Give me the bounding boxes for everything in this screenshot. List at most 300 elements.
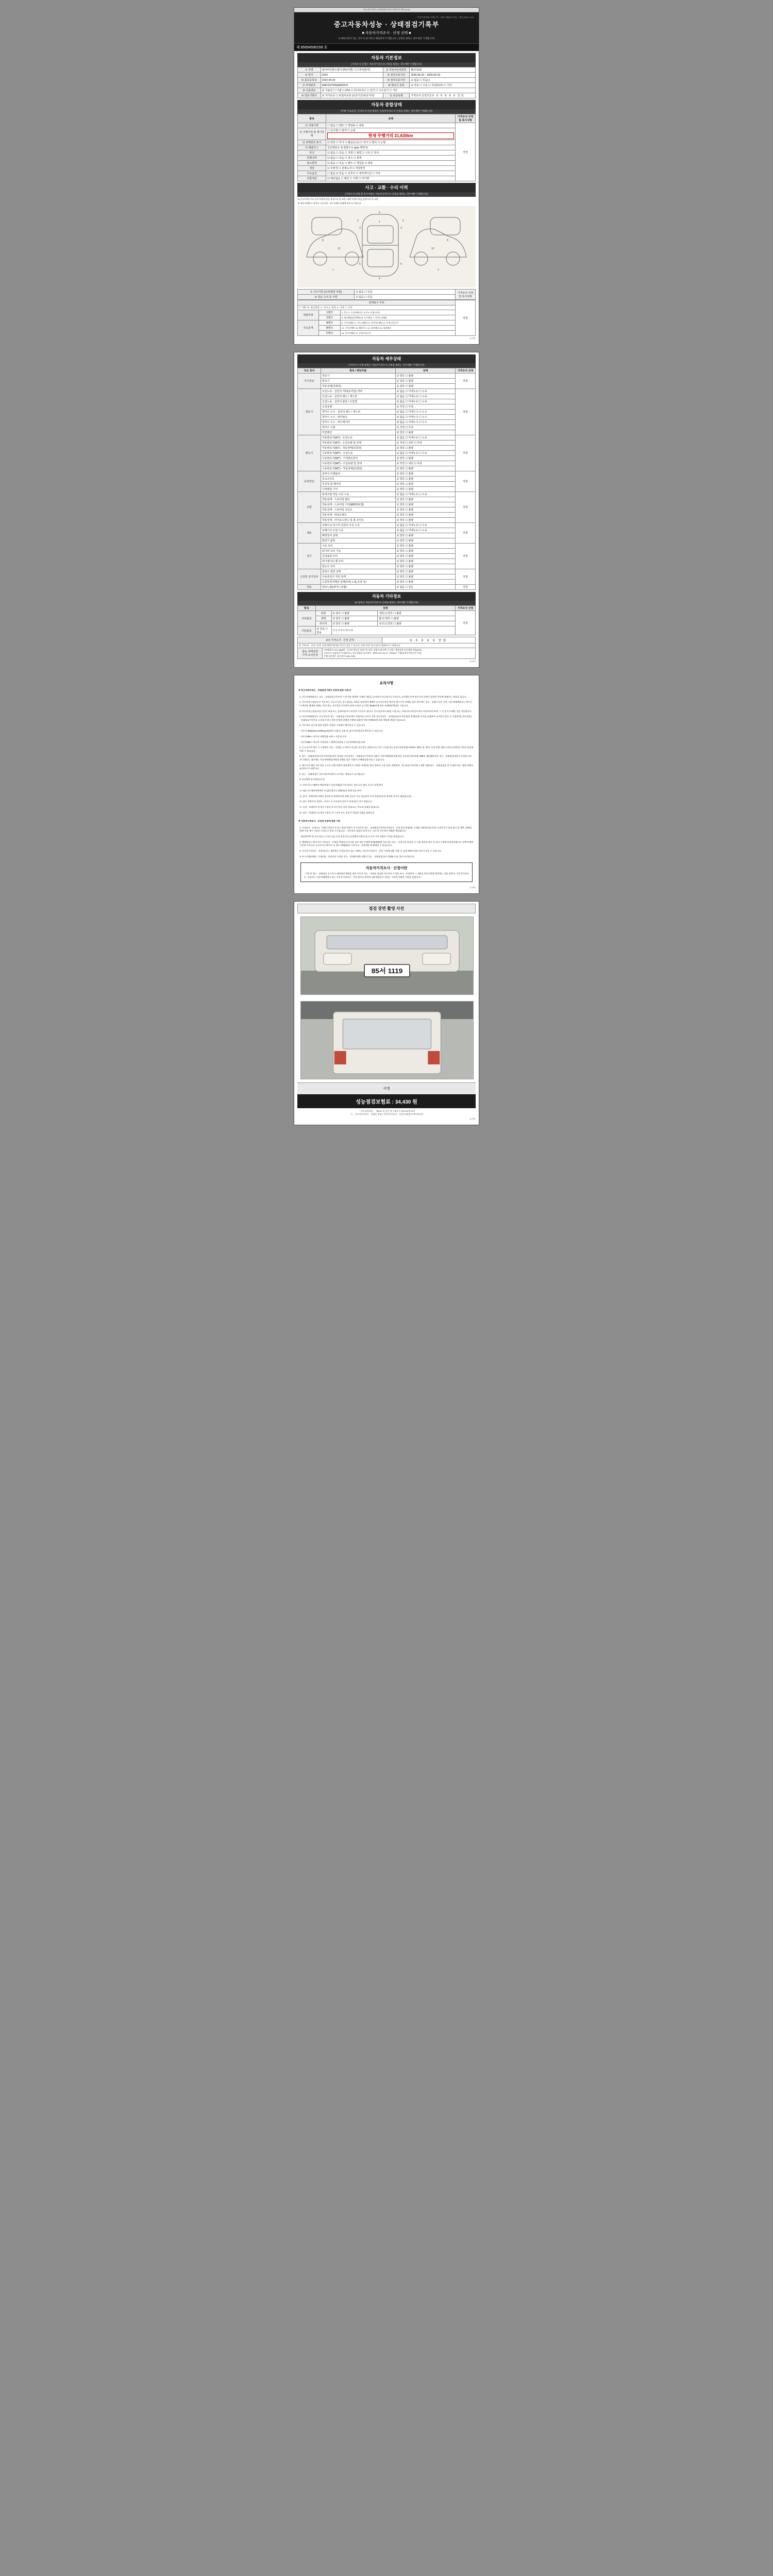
notice-sub-1: ※ 중고자동차성능 · 상태점검기록부 보증에 관한 사항 등 bbox=[298, 689, 351, 691]
group-note: 적정 bbox=[456, 471, 476, 492]
photo-rear bbox=[300, 1001, 474, 1079]
svg-text:7: 7 bbox=[438, 269, 439, 272]
col-head-state: 상태 bbox=[326, 114, 456, 123]
row-label: 특별이력 bbox=[298, 156, 326, 161]
table-row bbox=[298, 389, 476, 394]
item-state: ☑ 양호 ☐ 불량 bbox=[395, 379, 455, 384]
row-value-2 bbox=[410, 93, 476, 98]
table-row bbox=[298, 559, 476, 564]
item-state: ☑ 양호 ☐ 불량 bbox=[395, 430, 455, 435]
row-state: ☑ 없음 ☐ 있음 ☐ 렌트 ☐ 영업용 ☐ 관용 bbox=[326, 161, 456, 166]
item-label: 연료누출(LP가스포함) bbox=[321, 585, 395, 590]
item-state: ☑ 양호 ☐ 불량 bbox=[395, 538, 455, 544]
row-value: ☑ 가솔린 ☐ 디젤 ☐ LPG ☐ 하이브리드 ☐ 전기 ☐ 수소전기 ☐ 기타 bbox=[321, 88, 475, 93]
item-state: ☑ 없음 ☐ 있음 bbox=[395, 585, 455, 590]
item-state: ☑ 양호 ☐ 불량 bbox=[395, 569, 455, 574]
item-state: ☑ 양호 ☐ 불량 bbox=[395, 513, 455, 518]
item-state: ☑ 없음 ☐ 미세누유 ☐ 누유 bbox=[395, 389, 455, 394]
item-label: 냉각수 누수 - 라디에이터 bbox=[321, 420, 395, 425]
row-state: ☑ 없음 ☐ 있음 ☐ 적법 ☐ 불법 ☐ 구조 ☐ 장치 bbox=[326, 150, 456, 156]
row-label: ① 사고이력 (교차/광판 포함) bbox=[298, 290, 355, 295]
svg-text:3: 3 bbox=[359, 227, 361, 230]
photo-rear-wrapper bbox=[297, 998, 476, 1082]
table-row bbox=[298, 404, 476, 410]
group-note: 적정 bbox=[456, 492, 476, 523]
table-row bbox=[298, 549, 476, 554]
group-note: 적정 bbox=[456, 523, 476, 544]
sheet-4 bbox=[294, 901, 479, 1125]
row-value: ☑ 자가보증 ☐ 보험사보증 (보증기간/보증거리) bbox=[321, 93, 383, 98]
table-row bbox=[298, 492, 476, 497]
col-head-group: 주요 장치 bbox=[298, 368, 321, 374]
table-row bbox=[298, 585, 476, 590]
row-value-2: ☑ 양호 ☐ 불량 bbox=[384, 622, 401, 625]
group-label: 전기 bbox=[298, 544, 321, 569]
section3-note-1: ※ (사고이력) 주요 골격 부위의 판금·용접수리 및 교환 / 외판 부위의 판금·용접수리 및 교환 bbox=[298, 198, 378, 200]
item-state: ☑ 양호 ☐ 불량 bbox=[395, 471, 455, 477]
item-label: 브레이크 마스터 실린더 오일 누유 bbox=[321, 523, 395, 528]
table-row bbox=[298, 73, 476, 78]
group-note: 적정 bbox=[456, 435, 476, 471]
notice-item: 5. 자동차의 성능에 대한 내용은 아래의 기관에서 확인하실 수 있습니다. bbox=[299, 724, 366, 727]
photo-front bbox=[300, 917, 474, 995]
outer-rank-1: 1랭크 bbox=[319, 310, 340, 315]
table-row bbox=[298, 331, 476, 336]
row-label: 외장 bbox=[315, 611, 331, 616]
fee-banner: 성능점검보험료 : 34,430 원 bbox=[297, 1094, 476, 1108]
notice-item: 2. 자동차성능점검자가 거짓 또는 오류가 있는 성능점검을 내용을 제공하여 매매된 중고자동차를 매수한 매수인이 피해를 입은 경우에는 성능 · 상태가 다른 경우, 자동차매매업자는 매수인이 계약을 해제할 때에는 하자 있는 자동차를 인도받아 관련 수리비 등 민법 제536조에 따라 손해배상책임을 가집니다. bbox=[299, 701, 473, 707]
item-label: 라디에이터 팬 모터 bbox=[321, 559, 395, 564]
notice-item: 다. 부식 : 차량부에 차량의 검사분석 화학반응에 의해 금속이 지속 상실되어 기타 현상(단순히 착색된 부식은 제외합니다) bbox=[299, 794, 411, 798]
definition-box bbox=[300, 862, 473, 882]
group-label: 동력전달 bbox=[298, 471, 321, 492]
table-row bbox=[298, 150, 476, 156]
row-value: 2010 bbox=[321, 73, 383, 78]
table-row bbox=[298, 518, 476, 523]
table-row bbox=[298, 440, 476, 446]
item-state: ☑ 양호 ☐ 불량 bbox=[395, 446, 455, 451]
frame-label: 주요골격 bbox=[298, 320, 319, 336]
item-state: ☑ 양호 ☐ 불량 bbox=[395, 384, 455, 389]
svg-text:5: 5 bbox=[400, 263, 402, 266]
document-header bbox=[294, 12, 479, 43]
section1-title: 자동차 기본정보 bbox=[297, 53, 476, 62]
item-label: 작동상태(공회전) bbox=[321, 384, 395, 389]
price-value: 0 0 0 0 0 만원 bbox=[382, 637, 476, 643]
price-table bbox=[297, 637, 476, 659]
row-state: ☑ 없음 ☐ 있음 ☐ 침수 ☐ 화재 bbox=[326, 156, 456, 161]
item-state: ☑ 없음 ☐ 미세누유 ☐ 누유 bbox=[395, 492, 455, 497]
table-row bbox=[298, 415, 476, 420]
page-subtitle: ■ 자동차가격조사 · 산정 선택 ■ bbox=[362, 31, 411, 35]
row-state: ☐ 없음 ☐ 렌트 ☐ 영업용 ☐ 관용 bbox=[326, 123, 456, 128]
row-state: ☑ 양호 ☐ 불량 bbox=[331, 616, 378, 621]
row-state: ☑ 양호 ☐ 부식 ☐ 훼손(오손) ☐ 상이 ☐ 변조 ☐ 도말 bbox=[326, 140, 456, 145]
table-row bbox=[298, 648, 476, 659]
item-state: ☑ 적정 ☐ 부족 bbox=[395, 425, 455, 430]
document-page bbox=[0, 0, 773, 1153]
item-label: 자동변속기(A/T) - 작동상태(공회전) bbox=[321, 446, 395, 451]
row-label: ① 차명 bbox=[298, 67, 321, 73]
table-row bbox=[298, 626, 476, 635]
row-label: ⑫ 사용이력 bbox=[298, 123, 326, 128]
page-title: 중고자동차성능 · 상태점검기록부 bbox=[333, 21, 440, 28]
sheet-3 bbox=[294, 675, 479, 894]
row-state: ☑ 양호 ☐ 불량 bbox=[331, 621, 378, 626]
table-row bbox=[298, 123, 476, 128]
table-row bbox=[298, 456, 476, 461]
item-label: 동력조향 작동 오일 누유 bbox=[321, 492, 395, 497]
table-header-row bbox=[298, 368, 476, 374]
svg-text:12: 12 bbox=[338, 247, 341, 250]
inspector-label-2: 가격·조사산정 bbox=[302, 654, 318, 657]
item-label: 추진축 및 베어링 bbox=[321, 482, 395, 487]
item-state: ☑ 양호 ☐ 불량 bbox=[395, 574, 455, 580]
table-row bbox=[298, 156, 476, 161]
definition-title: 자동차가격조사 · 산정이란 bbox=[365, 867, 408, 871]
table-row bbox=[298, 507, 476, 513]
item-label: 커먼레일 bbox=[321, 430, 395, 435]
frame-rank-c-items: 16. 플로어패널 17. 트렁크플로어 bbox=[340, 331, 455, 336]
item-label: 오일누유 - 실린더 헤드 / 개스킷 bbox=[321, 394, 395, 399]
item-state: ☑ 양호 ☐ 불량 bbox=[395, 487, 455, 492]
item-label: 수동변속기(M/T) - 작동상태(공회전) bbox=[321, 466, 395, 471]
table-row bbox=[298, 290, 476, 295]
group-label: 조향 bbox=[298, 492, 321, 523]
outer-rank-2-items: 5. 쿼터패널(리어펜더) 6. 루프패널 7. 사이드실패널 bbox=[340, 315, 455, 320]
table-row bbox=[298, 637, 476, 643]
car-diagram-svg bbox=[301, 208, 472, 285]
table-row bbox=[298, 379, 476, 384]
corner-tag-4: (1/4면) bbox=[469, 1117, 476, 1121]
table-row bbox=[298, 128, 476, 140]
row-label-2: 내장 bbox=[379, 612, 384, 615]
group-note: 적정 bbox=[456, 585, 476, 590]
table-row bbox=[298, 326, 476, 331]
inspector-label bbox=[298, 648, 323, 659]
table-row bbox=[298, 533, 476, 538]
item-label: 냉각수 수량 bbox=[321, 425, 395, 430]
table-row bbox=[298, 523, 476, 528]
group-label: 제동 bbox=[298, 523, 321, 544]
notice-item: - 자동차365 > 자동차 이력정보 > 매매이력정보 > 자동차매매사업 조회 bbox=[299, 740, 365, 743]
notice-item: 4. 매수인이 해당 자동차를 시고로 인해 차량의 결함 확인이 어려운 부분(예: 엔진 내부의 고장 등)은 제외하며, 성능점검기록부에 기재한 내용(성능 · 상태점검을 한 사실)만 하는 범위 내에서 유의하시기 바랍니다. bbox=[299, 764, 474, 770]
accident-history-table bbox=[297, 289, 476, 300]
table-row bbox=[298, 425, 476, 430]
outer-rank-1-items: 1. 후드 2. 프론트펜더 3. 도어 4. 트렁크리드 bbox=[340, 310, 455, 315]
table-row bbox=[298, 161, 476, 166]
item-state: ☑ 없음 ☐ 미세누유 ☐ 누유 bbox=[395, 523, 455, 528]
section5-title: 자동차 기타정보 bbox=[297, 592, 476, 601]
table-row bbox=[298, 67, 476, 73]
item-label: 수동변속기(M/T) - 오일누유 bbox=[321, 451, 395, 456]
table-row bbox=[298, 315, 476, 320]
row-value-2: ☑ 양호 ☐ 불량 bbox=[382, 617, 399, 620]
row-value: 올라비다봉도밤아 (PU더맨) 시그네치(알루) bbox=[321, 67, 383, 73]
table-row bbox=[298, 487, 476, 492]
section1-subtitle: (가격조사·산정은 자동차가격조사·산정을 원하는 경우에만 기재합니다) bbox=[297, 62, 476, 67]
table-row bbox=[298, 471, 476, 477]
item-state: ☑ 양호 ☐ 불량 bbox=[395, 374, 455, 379]
item-label: 작동상태 - 스티어링 펌프 bbox=[321, 497, 395, 502]
notice-item: 마. 도말 : 차대번호 및 원동기형식 표기의 부식 미일 상태 또는 미도색 상태를 말합니다 bbox=[299, 805, 379, 808]
page-sublegal: ※ 해당사항이 있는 경우 ☑ 표시하고 해당란에 기재합니다. (산정을 원하는 경우에만 기재합니다) bbox=[338, 37, 435, 40]
table-row bbox=[298, 482, 476, 487]
item-state: ☑ 없음 ☐ 미세누유 ☐ 누유 bbox=[395, 435, 455, 440]
item-state: ☑ 양호 ☐ 불량 bbox=[395, 580, 455, 585]
row-value: 2010-04-20 bbox=[321, 78, 383, 83]
item-label: 디퍼렌셜 기어 bbox=[321, 487, 395, 492]
notice-item: 1. 자동차매매업자는 성능 · 상태점검기록부의 기재 내용 범위에 기재한 내용을 교지하지 아니하거나 거짓으로 교지했으로써 매수인의 피해가 발생한 경우에 대해서는 책임을 집니다. bbox=[299, 695, 467, 698]
legend-text: X : 교환, W : 판금/용접, C : 부식, A : 흠집, U : 요철, T : 손상 bbox=[298, 306, 456, 310]
item-state: ☑ 양호 ☐ 불량 bbox=[395, 497, 455, 502]
table-row bbox=[298, 461, 476, 466]
row-note: 적정 bbox=[456, 611, 476, 635]
frame-rank-c: C랭크 bbox=[319, 331, 340, 336]
item-state: ☑ 없음 ☐ 미세누수 ☐ 누수 bbox=[395, 415, 455, 420]
row-label: 튜닝 bbox=[298, 150, 326, 156]
item-state: ☑ 양호 ☐ 불량 bbox=[395, 559, 455, 564]
table-row bbox=[298, 528, 476, 533]
item-label: 오일유량 bbox=[321, 404, 395, 410]
row-label: ② 단순 수리 등 이력 bbox=[298, 295, 355, 300]
row-state: ☑ 해당없음 ☐ 해당 ☐ 이행 ☐ 미이행 bbox=[326, 176, 456, 181]
doc-no-label: 제 bbox=[296, 46, 300, 49]
sidebar-label: 사외품목 bbox=[298, 611, 316, 626]
item-label: 작동상태 - 파워크랭크 bbox=[321, 513, 395, 518]
price-note: ※ 가격조사 · 산정 가격은 실제 매매가에 따라 차이가 있을 수 있으며, 산정가격은 참고자료로 활용하시기 바랍니다. bbox=[298, 643, 476, 648]
item-state: ☑ 양호 ☐ 불량 bbox=[395, 544, 455, 549]
col-head-note: 가격조사·산정 및 특기사항 bbox=[456, 290, 476, 300]
row-label: ⑭ 차대번호 표기 bbox=[298, 140, 326, 145]
svg-text:12: 12 bbox=[431, 247, 434, 250]
item-state: ☑ 양호 ☐ 불량 bbox=[395, 482, 455, 487]
top-tag: 중고자동차성능·상태점검기록부 발급번호 확인 (1/3) bbox=[294, 8, 479, 12]
sheet-2 bbox=[294, 352, 479, 668]
row-label: 색상 bbox=[298, 166, 326, 171]
row-state: ☐ 없음 ☑ 있음 ☐ 선루프 ☐ 내비게이션 ☐ 기타 bbox=[326, 171, 456, 176]
svg-text:5: 5 bbox=[359, 263, 361, 266]
mileage-state: ☐ 실주행 ☐ 변경 ☐ 교체 bbox=[327, 129, 356, 132]
row-value: KMF2327KNUER2676 bbox=[321, 83, 383, 88]
row-label-2: ⑪ 보증유형 bbox=[383, 93, 410, 98]
table-row bbox=[298, 554, 476, 559]
item-label: 변속기 bbox=[321, 379, 395, 384]
row-label-2: 휠 bbox=[379, 617, 382, 620]
item-label: 수동변속기(M/T) - 기어변속장치 bbox=[321, 456, 395, 461]
row-label-2: ⑥ 검사유효기간 bbox=[383, 78, 410, 83]
row-value-2: 2025-04-20 ~ 2026-04-19 bbox=[410, 73, 476, 78]
company-info bbox=[323, 648, 476, 659]
legend-title: 상태표시 부호 bbox=[298, 300, 456, 306]
company-line-2: 소유중인 검검하지 아니합니다 ( 성능점검을 실시하지 : 법령 2017-02-47 ~0904H7 수행(점검자가일기간 산정) bbox=[324, 652, 422, 654]
group-note: 적정 bbox=[456, 544, 476, 569]
basic-info-table bbox=[297, 67, 476, 98]
license-plate-text: 85서 1119 bbox=[371, 967, 403, 975]
table-row bbox=[298, 569, 476, 574]
row-label-2: ④ 검사유효기간 bbox=[383, 73, 410, 78]
table-row bbox=[298, 435, 476, 440]
table-header-row bbox=[298, 606, 476, 611]
table-row bbox=[298, 145, 476, 150]
table-row bbox=[298, 564, 476, 569]
notice-item-2: 1. 가격조사 · 산정자는 이에의 성질기가 있는 범위 내에서 중고자동차 성능 · 상태점검기록부(가격조사 · 산정 보증 한정)에, 기재된 내용에 따라 표준 고객지가의 결과 제시 및 제반, 판매업면에 지정 제시 이외의 가격으로 변경 가능합니다. : 자동차의 입원의 보증기간 : 1년 및 자동차의 정확한 책임합니다 bbox=[299, 826, 472, 833]
table-row bbox=[298, 295, 476, 300]
damage-diagram bbox=[297, 206, 476, 287]
item-label: 오일누유 - 실린더 블록 / 오일팬 bbox=[321, 399, 395, 404]
row-label-2: ② 자동차등록번호 bbox=[383, 67, 410, 73]
col-head-item: 항목 bbox=[298, 606, 316, 611]
row-state-2 bbox=[378, 616, 456, 621]
row-label: 광택 bbox=[315, 616, 331, 621]
item-label: 실내송풍 모터 bbox=[321, 554, 395, 559]
table-row bbox=[298, 611, 476, 616]
frame-rank-a: A랭크 bbox=[319, 320, 340, 326]
item-state: ☑ 없음 ☐ 미세누유 ☐ 누유 bbox=[395, 528, 455, 533]
table-row bbox=[298, 399, 476, 404]
notice-sub-2: ※ 자동차가격조사 · 산정의 보증에 관한 사항 bbox=[298, 820, 341, 823]
company-line-3: 손해 검동원은 검사자의 1944-1933 bbox=[324, 655, 356, 657]
definition-text: 「자동차 성능 · 상태점검 실시자가 매매계약 체결을 위한 자동차 성능 · 상태를 점검한 자동차의 가격을 조사 · 산정하여 그 내용을 매수인에게 제공하는 것을 말하며, 자동차가격조사 · 산정자는 자동차매매업자 또는 자동차가격조사 · 산정 업무를 위하여 대통령령으로 정하는 기준에 적합한 사람을 말합니다.」 bbox=[304, 872, 469, 878]
footer-line-1: 「 자동차관리법 」 제58조 및 같은 법 시행규칙 제120조에 따라 bbox=[358, 1110, 415, 1113]
col-head-note: 가격조사·산정 및 특기사항 bbox=[456, 114, 476, 123]
table-row bbox=[298, 310, 476, 315]
notice-title: 유의사항 bbox=[379, 682, 394, 685]
item-state: ☑ 양호 ☐ 불량 bbox=[395, 477, 455, 482]
item-label: 배력장치 상태 bbox=[321, 533, 395, 538]
row-label: ⑮ 배출가스 bbox=[298, 145, 326, 150]
row-label-2: ⑧ 변속기 종류 bbox=[383, 83, 410, 88]
row-state: 일산화탄소 % 탄화수소 ppm 매연 % bbox=[326, 145, 456, 150]
item-state: ☑ 양호 ☐ 불량 bbox=[395, 533, 455, 538]
item-label: 와이퍼 모터 기능 bbox=[321, 549, 395, 554]
item-label: 원동기 bbox=[321, 374, 395, 379]
col-head-note: 가격조사·산정 bbox=[456, 606, 476, 611]
notice-item: 라. 값수 차량가의 일정도, 파이프 등 주요장치 일부가 물에 잠긴 것이 말합니다 bbox=[299, 800, 372, 803]
col-head-state: 상태 bbox=[395, 368, 455, 374]
row-label: ⑨ 사용연료 bbox=[298, 88, 321, 93]
table-row bbox=[298, 513, 476, 518]
table-row bbox=[298, 78, 476, 83]
item-label: 냉각수 누수 - 실린더 헤드 / 개스킷 bbox=[321, 410, 395, 415]
row-state: ☑ 있음 ☐ 없음 bbox=[315, 626, 331, 635]
row-label: ⑬ 주행거리 및 계기상태 bbox=[298, 128, 326, 140]
photo-section-title: 점검 장면 촬영 사진 bbox=[297, 904, 476, 913]
table-row bbox=[298, 643, 476, 648]
group-label: 자기진단 bbox=[298, 374, 321, 389]
item-label: 작동상태 - 타이로드엔드 및 볼 조인트 bbox=[321, 518, 395, 523]
item-state: ☑ 없음 ☐ 미세누수 ☐ 누수 bbox=[395, 420, 455, 425]
notice-item: 2. 중고자동차 매수 시 시세표준 성능 · 상태를 고지하지 아니한 자동차를 경유하거나 인도 고지한 하는 [자동차관리법] 제 80조 제6호 및 제7호 등의 처벌 대상이 되며 1천만원 이하의 벌금에 처할 수 있습니다. bbox=[299, 746, 474, 752]
row-note: 적정 bbox=[456, 123, 476, 181]
table-row bbox=[298, 306, 476, 310]
table-row bbox=[298, 477, 476, 482]
table-row bbox=[298, 502, 476, 507]
parts-legend-table bbox=[297, 300, 476, 336]
mileage-value: 현재 주행거리 21,630km bbox=[327, 132, 454, 139]
table-row bbox=[298, 580, 476, 585]
row-value-2: 85서1119 bbox=[410, 67, 476, 73]
table-row bbox=[298, 544, 476, 549]
item-label: 작동상태 - 스티어링 조인트 bbox=[321, 507, 395, 513]
right-value: 적정 bbox=[456, 300, 476, 336]
item-state: ☑ 양호 ☐ 불량 bbox=[395, 466, 455, 471]
price-title: ※③ 가격조사 · 산정 금액 bbox=[298, 637, 382, 643]
section3-note-2: ※ 하단 상태표시 항목의 기준부위, 기타 부위의 상태에 따라 표기합니다 bbox=[298, 202, 361, 205]
section5-subtitle: (※ 항목은 자동차가격조사·산정을 원하는 경우에만 기재합니다) bbox=[297, 601, 476, 605]
item-state: ☑ 없음 ☐ 미세누수 ☐ 누수 bbox=[395, 410, 455, 415]
item-state: ☑ 양호 ☐ 불량 bbox=[395, 554, 455, 559]
table-row bbox=[298, 420, 476, 425]
item-label: 구동축전지 격리 상태 bbox=[321, 574, 395, 580]
row-label-2: 유리 bbox=[379, 622, 384, 625]
notice-list-1 bbox=[297, 696, 476, 815]
row-state-2: ☐ 1 ☐ 2 ☐ 3 ☐ 4 bbox=[331, 626, 455, 635]
corner-tag-3: (1/4면) bbox=[469, 886, 476, 889]
notice-item-2: 3. 자동차가격조사 · 산정자(이는 제한정의 가격조사)가 있는 때에는 자동차가격조사 · 산정 가격에 대한 내용 중 실제 매매가격과 차이가 있을 수 있습니다. bbox=[299, 850, 442, 852]
item-state: ☑ 양호 ☐ 불량 bbox=[395, 564, 455, 569]
row-state-2 bbox=[378, 621, 456, 626]
table-row bbox=[298, 384, 476, 389]
item-state: ☑ 적정 ☐ 부족 bbox=[395, 404, 455, 410]
table-header-row bbox=[298, 114, 476, 123]
doc-no-suffix: 호 bbox=[324, 46, 328, 49]
row-label: ③ 연식 bbox=[298, 73, 321, 78]
row-state: ☑ 없음 ☐ 있음 bbox=[355, 290, 456, 295]
row-label: 타이어 bbox=[315, 621, 331, 626]
svg-text:7: 7 bbox=[332, 269, 334, 272]
row-label: ⑩ 원동기형식 bbox=[298, 93, 321, 98]
item-state: ☑ 양호 ☐ 불량 bbox=[395, 502, 455, 507]
item-state: ☑ 양호 ☐ 불량 bbox=[395, 549, 455, 554]
item-label: 오일누유 - 실린더 커버(로커암) 커버 bbox=[321, 389, 395, 394]
item-state: ☑ 적정 ☐ 과다 ☐ 부족 bbox=[395, 461, 455, 466]
table-row bbox=[298, 320, 476, 326]
outer-rank-2: 2랭크 bbox=[319, 315, 340, 320]
table-row bbox=[298, 166, 476, 171]
item-label: 자동변속기(A/T) - 오일유량 및 상태 bbox=[321, 440, 395, 446]
table-row bbox=[298, 410, 476, 415]
photo-front-wrapper bbox=[297, 913, 476, 998]
row-value-2: ☑ 자동 ☐ 수동 ☐ 무단(CVT) ☐ 기타 bbox=[410, 83, 476, 88]
notice-item: 5. 성능 · 상태점검은 국토교통부장관이 고시하는 방법으로 실시합니다. bbox=[299, 772, 365, 775]
table-row bbox=[298, 171, 476, 176]
document-number bbox=[294, 43, 479, 51]
row-label: 용도변경 bbox=[298, 161, 326, 166]
table-row bbox=[298, 394, 476, 399]
notice-item: 나. 좌(노수) 해당부위에서 오일(작업이나 윤활유)의 물체 등을 보여 bbox=[299, 789, 362, 792]
table-row bbox=[298, 451, 476, 456]
row-state-2 bbox=[378, 611, 456, 616]
notice-item-2: 2. 매매업자는 매수인이 가격조사 · 산정을 의뢰하지 아니한 경우 매수인에게 판매(매매)한 자동차는 성능 · 산정가격 결과를 이 시에 제공할 만은 유 보다 시세분석에 하실방지가 갖추어야(만시간에 사전고료 고지자이나 확인도 미 경우 매매(합)의 가격으로 : 산정계약 제 해제할 수 있습니다.) bbox=[299, 840, 474, 847]
row-state: ☑ 양호 ☐ 불량 bbox=[331, 611, 378, 616]
col-head-item: 항목 / 해당부품 bbox=[321, 368, 395, 374]
svg-text:4: 4 bbox=[379, 277, 380, 280]
frame-rank-b-items: 12. 사이드멤버 13. 휠하우스 14. 필러패널 15. 대쉬패널 bbox=[340, 326, 455, 331]
table-row bbox=[298, 574, 476, 580]
item-label: 클러치 어셈블리 bbox=[321, 471, 395, 477]
section3-subtitle: (가격조사·산정 및 특기사항은 자동차가격조사·산정을 원하는 경우에만 기재합니다) bbox=[297, 192, 476, 197]
svg-text:6: 6 bbox=[379, 211, 380, 214]
table-row bbox=[298, 538, 476, 544]
notice-item: - 자동차 365(www.car365.go.kr)에서 내용을 조회 및 검사이력 확인을 확인할 수 있습니다. bbox=[299, 730, 383, 733]
notice-item: 3. 자동차성능상태 보증기간은 보험 또는 공제사업자가 보증한 기간으로 합니다. 인도일로부터 30일 이상 또는 주행거리 2천킬로미터 이상이어야 하며, 그 중 먼저 도래한 것을 적용합니다. bbox=[299, 709, 472, 713]
group-note: 적정 bbox=[456, 389, 476, 435]
frame-rank-b: B랭크 bbox=[319, 326, 340, 331]
warranty-value: 0 0 0 0 0 0 만원 bbox=[432, 94, 465, 97]
frame-rank-a-items: 8. 프론트패널 9. 크로스멤버 10. 인사이드패널 11. 트렁크플로어 bbox=[340, 320, 455, 326]
corner-tag-2: (1/4면) bbox=[469, 660, 476, 663]
